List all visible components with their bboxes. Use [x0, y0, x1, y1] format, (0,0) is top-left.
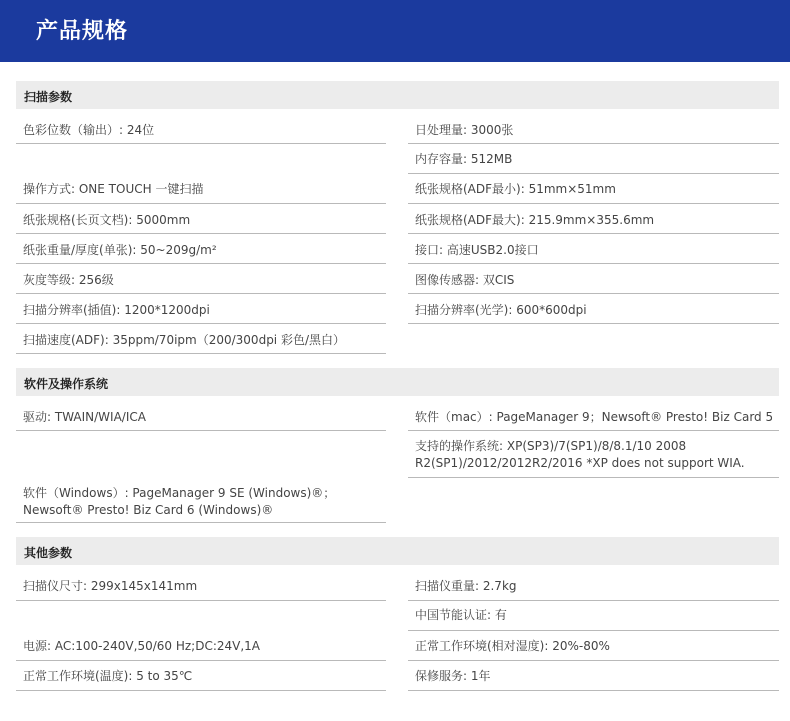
spec-energy-certification: 中国节能认证: 有 [415, 608, 507, 622]
row-divider [408, 173, 779, 174]
section-header-software-os [16, 368, 779, 396]
spec-image-sensor: 图像传感器: 双CIS [415, 273, 515, 287]
spec-long-document: 纸张规格(长页文档): 5000mm [23, 213, 191, 227]
row-divider [408, 630, 779, 631]
spec-paper-weight: 纸张重量/厚度(单张): 50~209g/m² [23, 243, 217, 257]
row-divider [16, 203, 386, 204]
spec-software-windows-cont: Newsoft® Presto! Biz Card 6 (Windows)® [23, 503, 274, 517]
row-divider [16, 353, 386, 354]
section-title: 扫描参数 [24, 90, 73, 104]
row-divider [408, 233, 779, 234]
row-divider [408, 600, 779, 601]
spec-adf-min: 纸张规格(ADF最小): 51mm×51mm [415, 182, 616, 196]
spec-interpolated-resolution: 扫描分辨率(插值): 1200*1200dpi [23, 303, 210, 317]
row-divider [16, 600, 386, 601]
spec-dimensions: 扫描仪尺寸: 299x145x141mm [23, 579, 198, 593]
row-divider [408, 477, 779, 478]
spec-driver: 驱动: TWAIN/WIA/ICA [23, 410, 146, 424]
spec-operating-temperature: 正常工作环境(温度): 5 to 35℃ [23, 669, 193, 683]
spec-memory: 内存容量: 512MB [415, 152, 513, 166]
spec-operation-mode: 操作方式: ONE TOUCH 一键扫描 [23, 182, 204, 196]
spec-optical-resolution: 扫描分辨率(光学): 600*600dpi [415, 303, 587, 317]
spec-power: 电源: AC:100-240V,50/60 Hz;DC:24V,1A [23, 639, 261, 653]
section-title: 其他参数 [24, 546, 73, 560]
row-divider [408, 323, 779, 324]
row-divider [408, 293, 779, 294]
row-divider [408, 203, 779, 204]
row-divider [16, 233, 386, 234]
row-divider [408, 690, 779, 691]
section-header-other-params [16, 537, 779, 565]
spec-grayscale: 灰度等级: 256级 [23, 273, 114, 287]
row-divider [16, 660, 386, 661]
spec-interface: 接口: 高速USB2.0接口 [415, 243, 539, 257]
row-divider [16, 263, 386, 264]
spec-software-mac: 软件（mac）: PageManager 9；Newsoft® Presto! Biz Card 5 [415, 410, 774, 424]
page-title: 产品规格 [36, 19, 129, 44]
row-divider [16, 293, 386, 294]
row-divider [16, 690, 386, 691]
row-divider [408, 263, 779, 264]
row-divider [408, 430, 779, 431]
row-divider [408, 660, 779, 661]
section-header-scan-params [16, 81, 779, 109]
spec-warranty: 保修服务: 1年 [415, 669, 491, 683]
row-divider [16, 323, 386, 324]
spec-supported-os-cont: R2(SP1)/2012/2012R2/2016 *XP does not support WIA. [415, 456, 745, 470]
section-title: 软件及操作系统 [24, 377, 109, 391]
spec-color-depth: 色彩位数（输出）: 24位 [23, 123, 155, 137]
spec-supported-os: 支持的操作系统: XP(SP3)/7(SP1)/8/8.1/10 2008 [415, 439, 687, 453]
page-header [0, 0, 790, 62]
spec-adf-max: 纸张规格(ADF最大): 215.9mm×355.6mm [415, 213, 655, 227]
spec-operating-humidity: 正常工作环境(相对湿度): 20%-80% [415, 639, 610, 653]
row-divider [16, 522, 386, 523]
spec-scan-speed: 扫描速度(ADF): 35ppm/70ipm（200/300dpi 彩色/黑白） [23, 333, 345, 347]
row-divider [408, 143, 779, 144]
row-divider [16, 430, 386, 431]
spec-software-windows: 软件（Windows）: PageManager 9 SE (Windows)®； [23, 486, 336, 500]
spec-daily-volume: 日处理量: 3000张 [415, 123, 514, 137]
spec-weight: 扫描仪重量: 2.7kg [415, 579, 517, 593]
row-divider [16, 143, 386, 144]
